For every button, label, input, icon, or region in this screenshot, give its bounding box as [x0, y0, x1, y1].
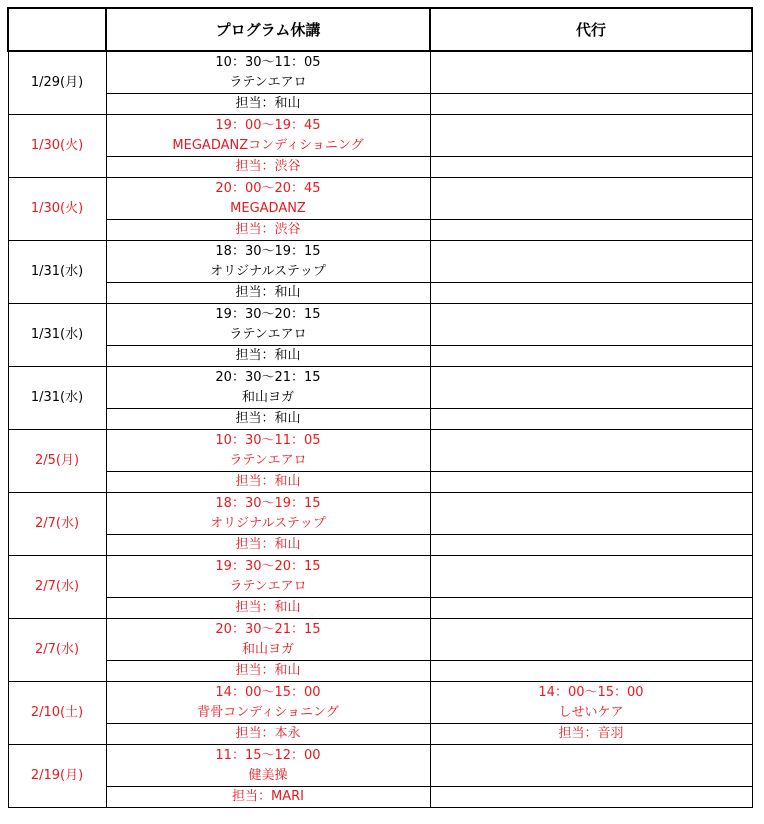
substitute-info	[430, 367, 752, 409]
session-time: 19：00～19：45	[215, 117, 321, 133]
session-time: 11：15～12：00	[215, 747, 321, 763]
substitute-info	[430, 493, 752, 535]
session-time: 20：30～21：15	[215, 369, 321, 385]
substitute-instructor	[430, 220, 752, 241]
session-info	[106, 619, 430, 661]
header-date	[8, 8, 106, 51]
session-date: 1/31(水)	[8, 241, 106, 304]
session-program: MEGADANZ	[230, 200, 306, 216]
table-row-staff	[8, 661, 752, 682]
substitute-instructor	[430, 598, 752, 619]
session-instructor: 担当：MARI	[106, 787, 430, 808]
table-row	[8, 367, 752, 409]
session-instructor: 担当：和山	[106, 283, 430, 304]
session-date: 1/29(月)	[8, 51, 106, 115]
session-info	[106, 115, 430, 157]
substitute-instructor	[430, 661, 752, 682]
table-row-staff	[8, 220, 752, 241]
substitute-instructor	[430, 787, 752, 808]
table-row	[8, 493, 752, 535]
session-time: 10：30～11：05	[215, 54, 321, 70]
table-row	[8, 51, 752, 94]
header-substitute: 代行	[430, 8, 752, 51]
session-time: 19：30～20：15	[215, 558, 321, 574]
session-instructor: 担当：和山	[106, 346, 430, 367]
session-date: 2/5(月)	[8, 430, 106, 493]
table-row	[8, 619, 752, 661]
substitute-instructor	[430, 283, 752, 304]
session-info	[106, 241, 430, 283]
substitute-info	[430, 556, 752, 598]
session-program: オリジナルステップ	[210, 515, 326, 531]
session-instructor: 担当：和山	[106, 409, 430, 430]
substitute-instructor	[430, 346, 752, 367]
session-instructor: 担当：渋谷	[106, 157, 430, 178]
session-info	[106, 493, 430, 535]
table-body	[8, 51, 752, 808]
session-time: 14：00～15：00	[215, 684, 321, 700]
session-instructor: 担当：渋谷	[106, 220, 430, 241]
session-time: 20：00～20：45	[215, 180, 321, 196]
session-time: 19：30～20：15	[215, 306, 321, 322]
session-date: 1/31(水)	[8, 367, 106, 430]
substitute-instructor	[430, 472, 752, 493]
table-row	[8, 115, 752, 157]
substitute-info	[430, 304, 752, 346]
substitute-program: しせいケア	[558, 704, 624, 720]
table-row	[8, 745, 752, 787]
session-program: 和山ヨガ	[241, 389, 294, 405]
session-date: 2/7(水)	[8, 619, 106, 682]
substitute-info	[430, 745, 752, 787]
table-row	[8, 430, 752, 472]
substitute-instructor	[430, 94, 752, 115]
table-row-staff	[8, 157, 752, 178]
session-info	[106, 304, 430, 346]
table-row	[8, 241, 752, 283]
session-instructor: 担当：和山	[106, 94, 430, 115]
session-time: 18：30～19：15	[215, 495, 321, 511]
table-row-staff	[8, 409, 752, 430]
substitute-info	[430, 115, 752, 157]
session-date: 2/7(水)	[8, 493, 106, 556]
substitute-info	[430, 51, 752, 94]
session-info	[106, 367, 430, 409]
substitute-time: 14：00～15：00	[538, 684, 644, 700]
session-program: ラテンエアロ	[229, 578, 307, 594]
session-program: ラテンエアロ	[229, 452, 307, 468]
session-time: 10：30～11：05	[215, 432, 321, 448]
header-program-cancellation: プログラム休講	[106, 8, 430, 51]
substitute-instructor	[430, 157, 752, 178]
table-row-staff	[8, 598, 752, 619]
session-program: ラテンエアロ	[229, 326, 307, 342]
session-date: 1/30(火)	[8, 115, 106, 178]
session-info	[106, 556, 430, 598]
table-row	[8, 556, 752, 598]
substitute-instructor	[430, 535, 752, 556]
substitute-info	[430, 241, 752, 283]
table-row-staff	[8, 94, 752, 115]
session-program: 健美操	[248, 767, 288, 783]
table-row-staff	[8, 535, 752, 556]
session-instructor: 担当：和山	[106, 598, 430, 619]
substitute-info	[430, 619, 752, 661]
session-program: 和山ヨガ	[241, 641, 294, 657]
substitute-instructor	[430, 409, 752, 430]
session-program: オリジナルステップ	[210, 263, 326, 279]
table-row-staff	[8, 283, 752, 304]
session-program: 背骨コンディショニング	[197, 704, 339, 720]
substitute-info	[430, 430, 752, 472]
session-info	[106, 178, 430, 220]
session-date: 1/31(水)	[8, 304, 106, 367]
session-instructor: 担当：和山	[106, 472, 430, 493]
session-program: ラテンエアロ	[229, 74, 307, 90]
class-cancellation-table	[7, 7, 753, 808]
session-time: 18：30～19：15	[215, 243, 321, 259]
table-row-staff	[8, 787, 752, 808]
header-row	[8, 8, 752, 51]
session-program: MEGADANZコンディショニング	[172, 137, 364, 153]
session-date: 2/19(月)	[8, 745, 106, 808]
table-row	[8, 178, 752, 220]
session-date: 2/10(土)	[8, 682, 106, 745]
table-row-staff	[8, 724, 752, 745]
substitute-instructor: 担当：音羽	[430, 724, 752, 745]
session-date: 1/30(火)	[8, 178, 106, 241]
table-row	[8, 682, 752, 724]
table-row-staff	[8, 346, 752, 367]
session-info	[106, 51, 430, 94]
session-info	[106, 682, 430, 724]
substitute-info	[430, 682, 752, 724]
session-instructor: 担当：和山	[106, 661, 430, 682]
substitute-info	[430, 178, 752, 220]
session-info	[106, 745, 430, 787]
session-instructor: 担当：本永	[106, 724, 430, 745]
session-date: 2/7(水)	[8, 556, 106, 619]
session-info	[106, 430, 430, 472]
session-instructor: 担当：和山	[106, 535, 430, 556]
table-row-staff	[8, 472, 752, 493]
table-row	[8, 304, 752, 346]
session-time: 20：30～21：15	[215, 621, 321, 637]
